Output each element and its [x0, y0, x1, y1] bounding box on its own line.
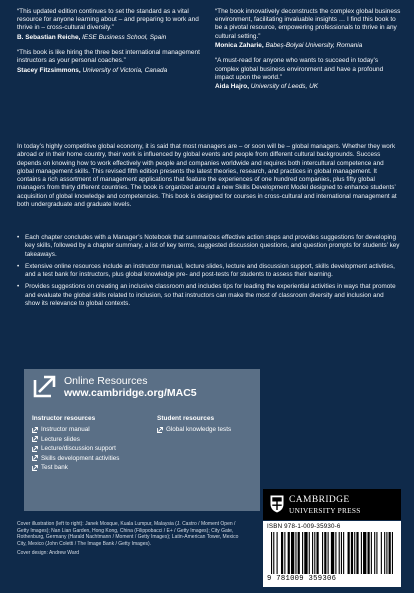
cover-credits — [17, 521, 239, 560]
instructor-resources — [32, 414, 152, 473]
endorsement-attribution — [215, 42, 401, 51]
bullet-icon: • — [17, 283, 20, 291]
arrow-icon — [32, 446, 38, 452]
resource-label: Lecture slides — [41, 435, 80, 443]
resource-label: Instructor manual — [41, 426, 90, 433]
feature-list — [17, 234, 400, 312]
endorser-affiliation: University of Victoria, Canada — [82, 66, 168, 74]
feature-text: Extensive online resources include an instructor manual, lecture slides, lecture and discussion support, skills development activities, and a test bank for instructors, plus global knowledge pre- and post-tests for students to assess their learning. — [25, 262, 395, 278]
resource-item — [32, 425, 152, 435]
endorser-affiliation: IESE Business School, Spain — [82, 33, 167, 41]
online-resources-title: Online Resources — [64, 375, 148, 387]
endorsement-text: “This book is like hiring the three best international management instructors as your personal coaches.” — [17, 49, 200, 65]
barcode-number: 9 781009 359306 — [267, 575, 337, 583]
endorsement-zaharie — [215, 8, 401, 50]
endorser-name: Aida Hajro, — [215, 83, 249, 91]
endorser-affiliation: University of Leeds, UK — [250, 83, 319, 91]
feature-text: Each chapter concludes with a Manager’s Notebook that summarizes effective action steps and provides suggestions for developing key skills, followed by a chapter summary, a list of key terms, suggested discussion questions, and question prompts for students’ key takeaways. — [25, 234, 400, 258]
endorsement-hajro — [215, 57, 401, 91]
publisher-subname: UNIVERSITY PRESS — [289, 506, 361, 515]
bullet-icon: • — [17, 234, 20, 241]
endorsement-fitzsimmons — [17, 49, 203, 75]
barcode-panel — [263, 521, 401, 587]
illustration-credit: Cover illustration (left to right): Janek Mosque, Kuala Lumpur, Malaysia (J. Castro / Moment Open / Getty Images); Nan Lian Garden, Hong Kong, China (Filippobacci / E+ / Getty Images); City Gate, Rothenburg, Germany (Harald Nachtmann / Moment / Getty Images); Latin-American Tower, Mexico City, Mexico (John Coletti / The Image Bank / Getty Images). — [17, 521, 239, 547]
resource-item — [32, 463, 152, 473]
student-resources — [157, 414, 257, 435]
endorser-name: Stacey Fitzsimmons, — [17, 66, 81, 74]
online-resources-header — [32, 374, 257, 410]
arrow-link-icon — [32, 374, 58, 400]
endorsements — [17, 8, 401, 142]
resource-label: Skills development activities — [41, 454, 120, 462]
endorsement-text: “A must-read for anyone who wants to succeed in today’s complex global business environment and have a profound impact upon the world.” — [215, 57, 384, 81]
feature-text: Provides suggestions on creating an inclusive classroom and includes tips for leading the experiential activities in ways that promote and evaluate the global skills related to inclusion, so that instructors can make the most of classroom diversity and inclusion and show its relevance to global contexts. — [25, 283, 396, 307]
endorsement-reiche — [17, 8, 203, 42]
design-credit: Cover design: Andrew Ward — [17, 550, 80, 557]
endorser-affiliation: Babeș-Bolyai University, Romania — [265, 41, 363, 49]
resource-label: Test bank — [41, 464, 68, 472]
online-resources-panel — [24, 369, 260, 511]
endorsement-attribution — [215, 83, 401, 92]
endorsement-text: “This updated edition continues to set the standard as a vital resource for anyone learning about – and preparing to work and thrive in – cross-cultural diversity.” — [17, 8, 199, 32]
online-resources-url[interactable]: www.cambridge.org/MAC5 — [64, 387, 197, 399]
endorsements-right-column — [215, 8, 401, 99]
barcode-icon — [271, 532, 393, 574]
arrow-icon — [32, 427, 38, 433]
publisher-logo — [263, 489, 401, 520]
crest-icon — [270, 495, 284, 513]
resource-item — [32, 435, 152, 445]
book-description: In today’s highly competitive global economy, it is said that most managers are – or soon will be – global managers. Whether they work abroad or in their home country, their work is influenced by global events and people from different cultural backgrounds. Success depends on knowing how to work effectively with people and companies worldwide and requires both intercultural competence and global management skills. This revised fifth edition presents the latest theories, research, and practices in global management. It contains a rich assortment of management applications that feature the experiences of one hundred companies, plus fifty global managers from thirty different countries. The book is organized around a new Skills Development Model designed to enhance students’ acquisition of global knowledge and competencies. This book is designed for courses in cross-cultural and international management at both undergraduate and graduate levels. — [17, 143, 397, 208]
resource-item — [32, 454, 152, 464]
feature-item — [17, 283, 400, 308]
endorser-name: B. Sebastian Reiche, — [17, 33, 81, 41]
endorsement-attribution — [17, 67, 203, 76]
arrow-icon — [157, 427, 163, 433]
endorser-name: Monica Zaharie, — [215, 41, 264, 49]
endorsement-attribution — [17, 34, 203, 43]
endorsements-left-column — [17, 8, 203, 82]
resource-label: Global knowledge tests — [166, 426, 232, 433]
bullet-icon: • — [17, 262, 20, 270]
feature-item — [17, 263, 400, 280]
publisher-name: CAMBRIDGE — [289, 495, 350, 505]
arrow-icon — [32, 465, 38, 471]
student-resources-heading: Student resources — [157, 415, 215, 422]
resource-item — [32, 444, 152, 454]
arrow-icon — [32, 455, 38, 461]
feature-item — [17, 234, 400, 259]
resource-label: Lecture/discussion support — [41, 445, 116, 453]
resource-item — [157, 425, 257, 435]
endorsement-text: “The book innovatively deconstructs the complex global business environment, facilitating invaluable insights … I find this book to be a pivotal resource, empowering professionals to thrive in any cultural setting.” — [215, 8, 401, 40]
arrow-icon — [32, 436, 38, 442]
isbn-label: ISBN 978-1-009-35930-6 — [267, 523, 341, 530]
instructor-resources-heading: Instructor resources — [32, 415, 96, 422]
